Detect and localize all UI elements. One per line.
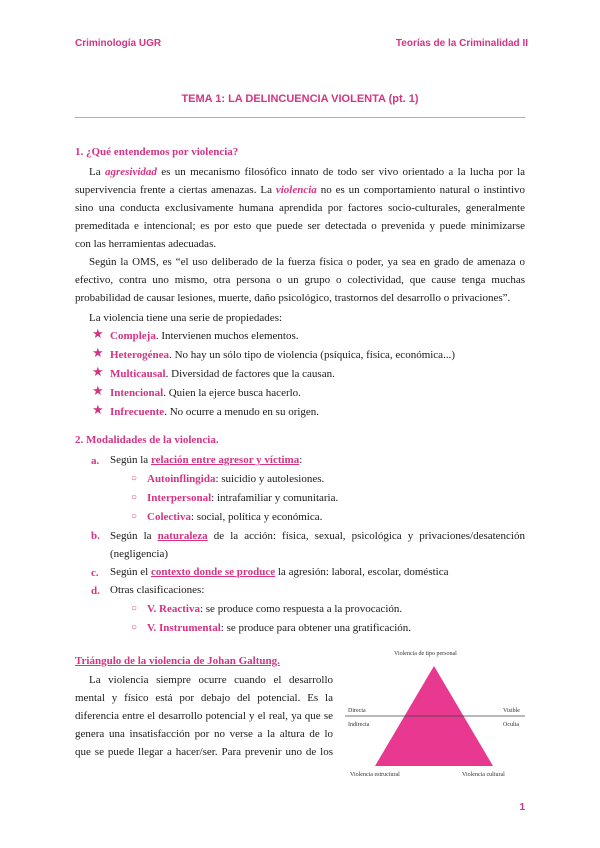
label-left-bottom: Indirecta <box>348 722 370 728</box>
star-icon: ★ <box>92 402 104 417</box>
paragraph-definition-2: supervivencia frente a ciertas amenazas. La violencia no es un comportamiento natural o instintivo <box>75 184 525 196</box>
label-left-top: Directa <box>348 708 366 714</box>
term-agresividad: agresividad <box>104 166 157 178</box>
section-3-heading: Triángulo de la violencia de Johan Galtung. <box>75 655 280 667</box>
paragraph-oms-3: probabilidad de causar lesiones, muerte, daño psicológico, trastornos del desarrollo o privaciones”. <box>75 292 511 304</box>
modality-a: Según la relación entre agresor y víctima: <box>110 454 303 466</box>
galtung-line-4: genera una insatisfacción por no verse a la altura de lo <box>75 728 333 740</box>
section-1-heading: 1. ¿Qué entendemos por violencia? <box>75 146 239 158</box>
star-icon: ★ <box>92 364 104 379</box>
circle-bullet-icon: ○ <box>131 603 138 614</box>
circle-bullet-icon: ○ <box>131 492 138 503</box>
property-item: Heterogénea. No hay un sólo tipo de violencia (psíquica, física, económica...) <box>110 349 455 361</box>
list-marker-c: c. <box>91 567 99 579</box>
galtung-line-5: que se puede llegar a hacer/ser. Para prevenir uno de los <box>75 746 333 758</box>
modality-d-item: V. Reactiva: se produce como respuesta a la provocación. <box>147 603 403 615</box>
circle-bullet-icon: ○ <box>131 473 138 484</box>
star-icon: ★ <box>92 345 104 360</box>
modality-d: Otras clasificaciones: <box>110 584 205 596</box>
page-title: TEMA 1: LA DELINCUENCIA VIOLENTA (pt. 1) <box>181 93 419 105</box>
list-marker-d: d. <box>91 585 100 597</box>
list-marker-b: b. <box>91 530 100 542</box>
modality-b-line2: (negligencia) <box>110 548 169 560</box>
header-right: Teorías de la Criminalidad II <box>395 38 528 49</box>
paragraph-definition-5: con las herramientas adecuadas. <box>75 238 217 250</box>
paragraph-oms-1: Según la OMS, es “el uso deliberado de la fuerza física o poder, ya sea en grado de amenaza o <box>89 256 525 268</box>
term-violencia: violencia <box>275 184 317 196</box>
modality-b: Según la naturaleza de la acción: física, sexual, psicológica y privaciones/desatención <box>110 530 525 542</box>
label-right-top: Visible <box>503 708 520 714</box>
section-2-heading: 2. Modalidades de la violencia. <box>75 434 219 446</box>
galtung-line-1: La violencia siempre ocurre cuando el desarrollo <box>89 674 333 686</box>
modality-a-item: Colectiva: social, política y económica. <box>147 511 323 523</box>
modality-a-item: Interpersonal: intrafamiliar y comunitaria. <box>147 492 339 504</box>
property-item: Intencional. Quien la ejerce busca hacerlo. <box>110 387 301 399</box>
galtung-line-2: mental y físico está por debajo del potencial. Es la <box>75 692 333 704</box>
paragraph-definition-3: sino una conducta exclusivamente humana aprendida por factores socio-culturales, generalmente <box>75 202 525 214</box>
list-marker-a: a. <box>91 455 100 467</box>
paragraph-definition-4: premeditada e intencional; es por esto que puede ser detectada o prevenida y puede minimizarse <box>75 220 525 232</box>
star-icon: ★ <box>92 383 104 398</box>
properties-intro: La violencia tiene una serie de propiedades: <box>89 312 283 324</box>
label-bottom-left: Violencia estructural <box>350 772 400 778</box>
circle-bullet-icon: ○ <box>131 622 138 633</box>
header-left: Criminología UGR <box>75 38 162 49</box>
paragraph-oms-2: efectivo, contra uno mismo, otra persona o un grupo o colectividad, que cause tenga muchas <box>75 274 525 286</box>
label-top: Violencia de tipo personal <box>394 651 457 657</box>
modality-a-item: Autoinflingida: suicidio y autolesiones. <box>147 473 325 485</box>
property-item: Infrecuente. No ocurre a menudo en su origen. <box>110 406 320 418</box>
paragraph-definition: La agresividad es un mecanismo filosófico innato de todo ser vivo orientado a la lucha por la <box>89 166 526 178</box>
label-bottom-right: Violencia cultural <box>462 772 505 778</box>
property-item: Multicausal. Diversidad de factores que la causan. <box>110 368 335 380</box>
circle-bullet-icon: ○ <box>131 511 138 522</box>
page-number: 1 <box>519 802 525 813</box>
property-item: Compleja. Intervienen muchos elementos. <box>110 330 299 342</box>
modality-c: Según el contexto donde se produce la agresión: laboral, escolar, doméstica <box>110 566 449 578</box>
star-icon: ★ <box>92 326 104 341</box>
modality-d-item: V. Instrumental: se produce para obtener una gratificación. <box>147 622 412 634</box>
label-right-bottom: Oculta <box>503 722 519 728</box>
galtung-line-3: diferencia entre el desarrollo potencial y el real, ya que se <box>75 710 333 722</box>
